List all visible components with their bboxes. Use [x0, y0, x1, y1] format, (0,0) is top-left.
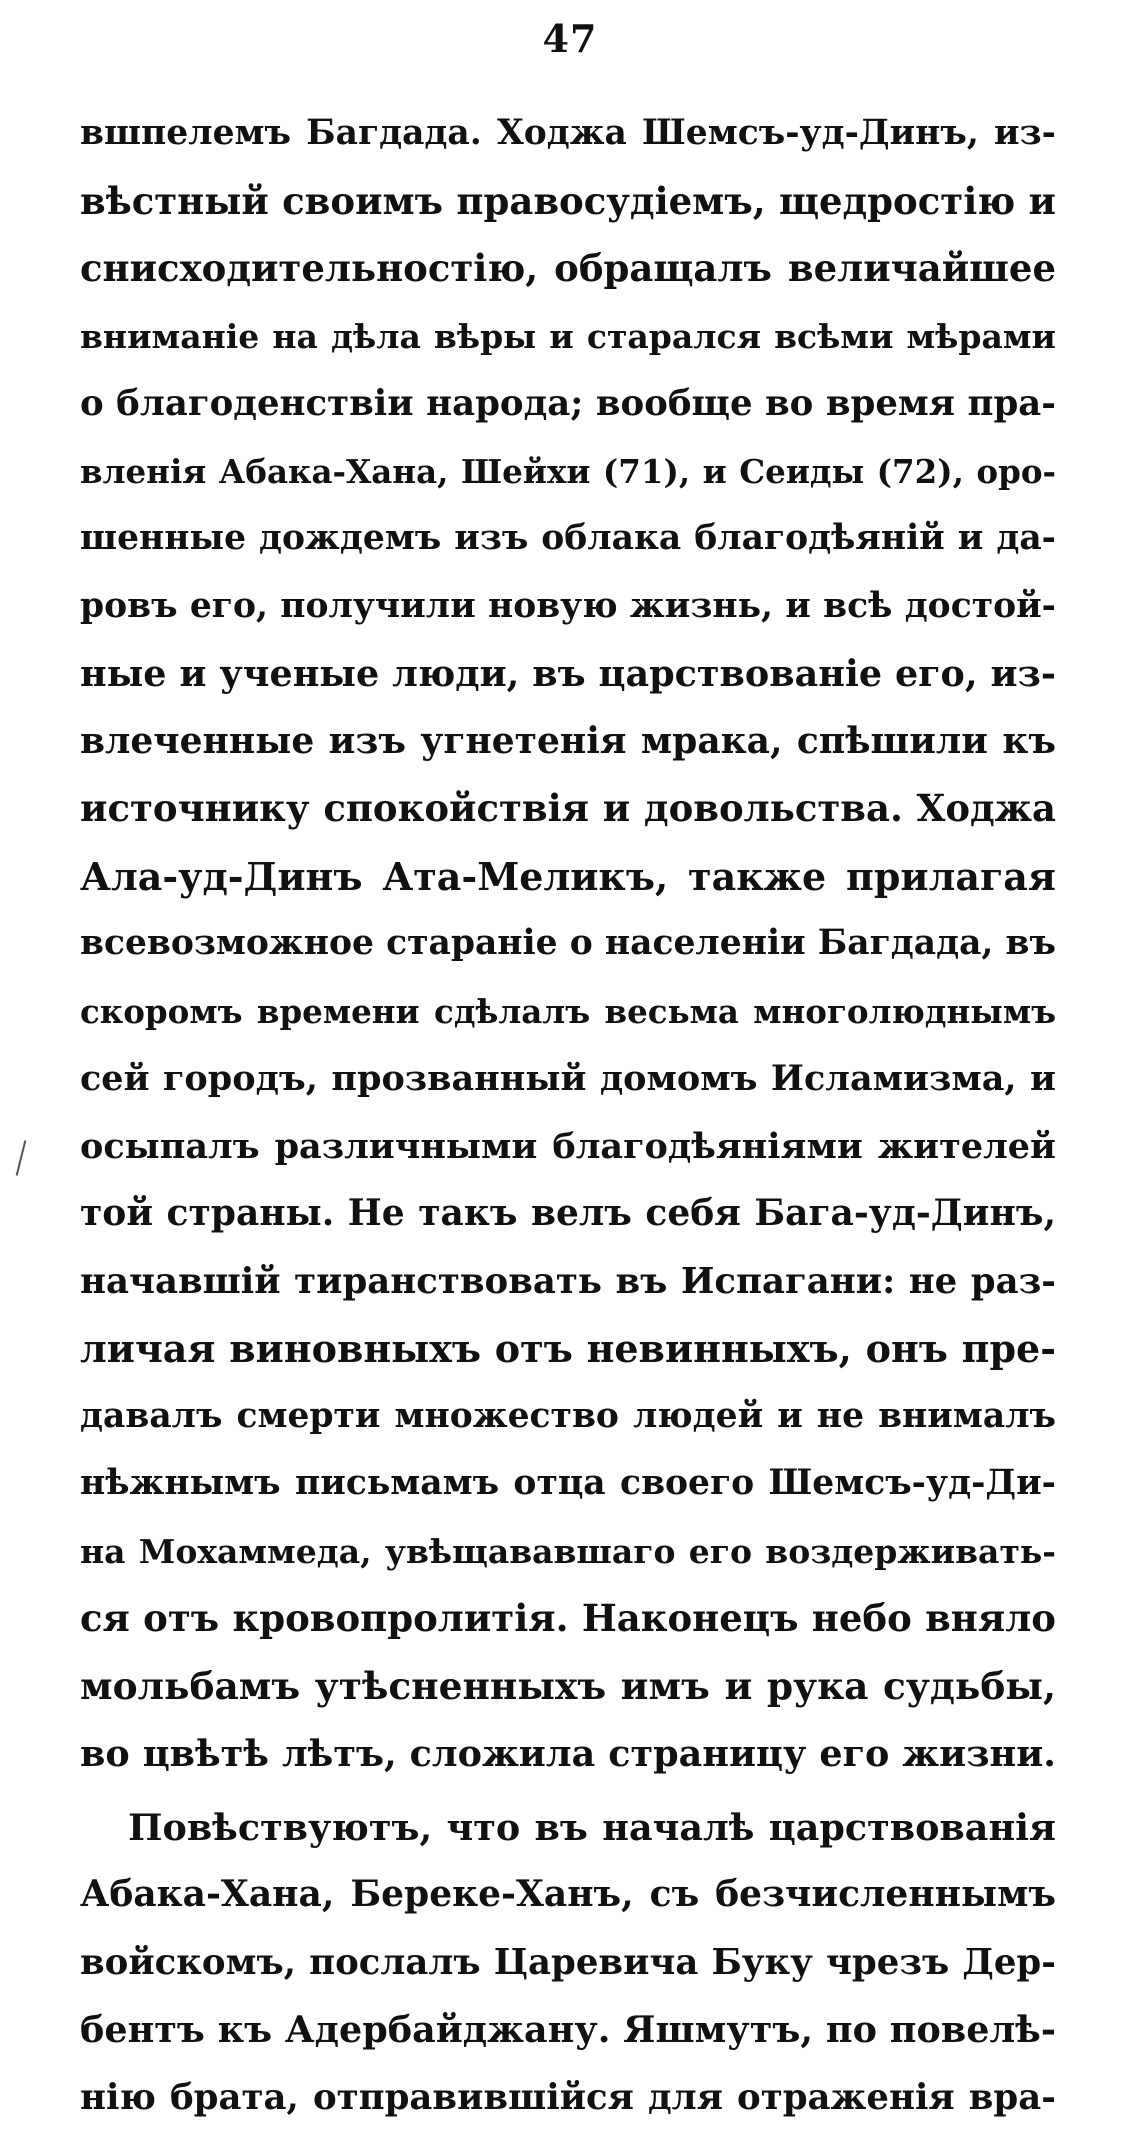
paragraph [80, 1794, 1056, 2131]
text-line: личая виновныхъ отъ невинныхъ, онъ пре- [80, 1315, 1056, 1383]
text-line: Абака-Хана, Береке-Ханъ, съ безчисленнымъ [80, 1861, 1056, 1929]
text-line: Повѣствуютъ, что въ началѣ царствованія [80, 1794, 1056, 1862]
page-text [80, 100, 1056, 2131]
text-line: источнику спокойствія и довольства. Ходжа [80, 775, 1056, 843]
text-line: той страны. Не такъ велъ себя Бага-уд-Динъ, [80, 1180, 1056, 1248]
text-line: Ала-уд-Динъ Ата-Меликъ, также прилагая [80, 843, 1056, 911]
text-line: нію брата, отправившійся для отраженія вра- [80, 2064, 1056, 2131]
page-number: 47 [0, 14, 1140, 64]
text-line: о благоденствіи народа; вообще во время пра- [80, 370, 1056, 438]
margin-scratch [16, 1140, 27, 1175]
text-line: влеченные изъ угнетенія мрака, спѣшили къ [80, 708, 1056, 776]
text-line: вниманіе на дѣла вѣры и старался всѣми мѣрами [80, 303, 1056, 371]
text-line: осыпалъ различными благодѣяніями жителей [80, 1113, 1056, 1181]
text-line: войскомъ, послалъ Царевича Буку чрезъ Дер- [80, 1929, 1056, 1997]
text-line: вленія Абака-Хана, Шейхи (71), и Сеиды (72), оро- [80, 438, 1056, 506]
text-line: бентъ къ Адербайджану. Яшмутъ, по повелѣ- [80, 1996, 1056, 2064]
text-line: всевозможное стараніе о населеніи Багдада, въ [80, 910, 1056, 978]
text-line: во цвѣтѣ лѣтъ, сложила страницу его жизни. [80, 1720, 1056, 1788]
text-line: на Мохаммеда, увѣщававшаго его воздерживать- [80, 1518, 1056, 1586]
text-line: вшпелемъ Багдада. Ходжа Шемсъ-уд-Динъ, из- [80, 100, 1056, 168]
text-line: нѣжнымъ письмамъ отца своего Шемсъ-уд-Ди- [80, 1450, 1056, 1518]
text-line: снисходительностію, обращалъ величайшее [80, 235, 1056, 303]
text-line: сей городъ, прозванный домомъ Исламизма, и [80, 1045, 1056, 1113]
text-line: ные и ученые люди, въ царствованіе его, из- [80, 640, 1056, 708]
text-line: вѣстный своимъ правосудіемъ, щедростію и [80, 168, 1056, 236]
text-line: шенные дождемъ изъ облака благодѣяній и да- [80, 505, 1056, 573]
text-line: ровъ его, получили новую жизнь, и всѣ достой- [80, 573, 1056, 641]
text-line: ся отъ кровопролитія. Наконецъ небо вняло [80, 1585, 1056, 1653]
paragraph [80, 100, 1056, 1788]
text-line: скоромъ времени сдѣлалъ весьма многолюднымъ [80, 978, 1056, 1046]
text-line: начавшій тиранствовать въ Испагани: не раз- [80, 1248, 1056, 1316]
text-line: мольбамъ утѣсненныхъ имъ и рука судьбы, [80, 1653, 1056, 1721]
text-line: давалъ смерти множество людей и не внималъ [80, 1383, 1056, 1451]
